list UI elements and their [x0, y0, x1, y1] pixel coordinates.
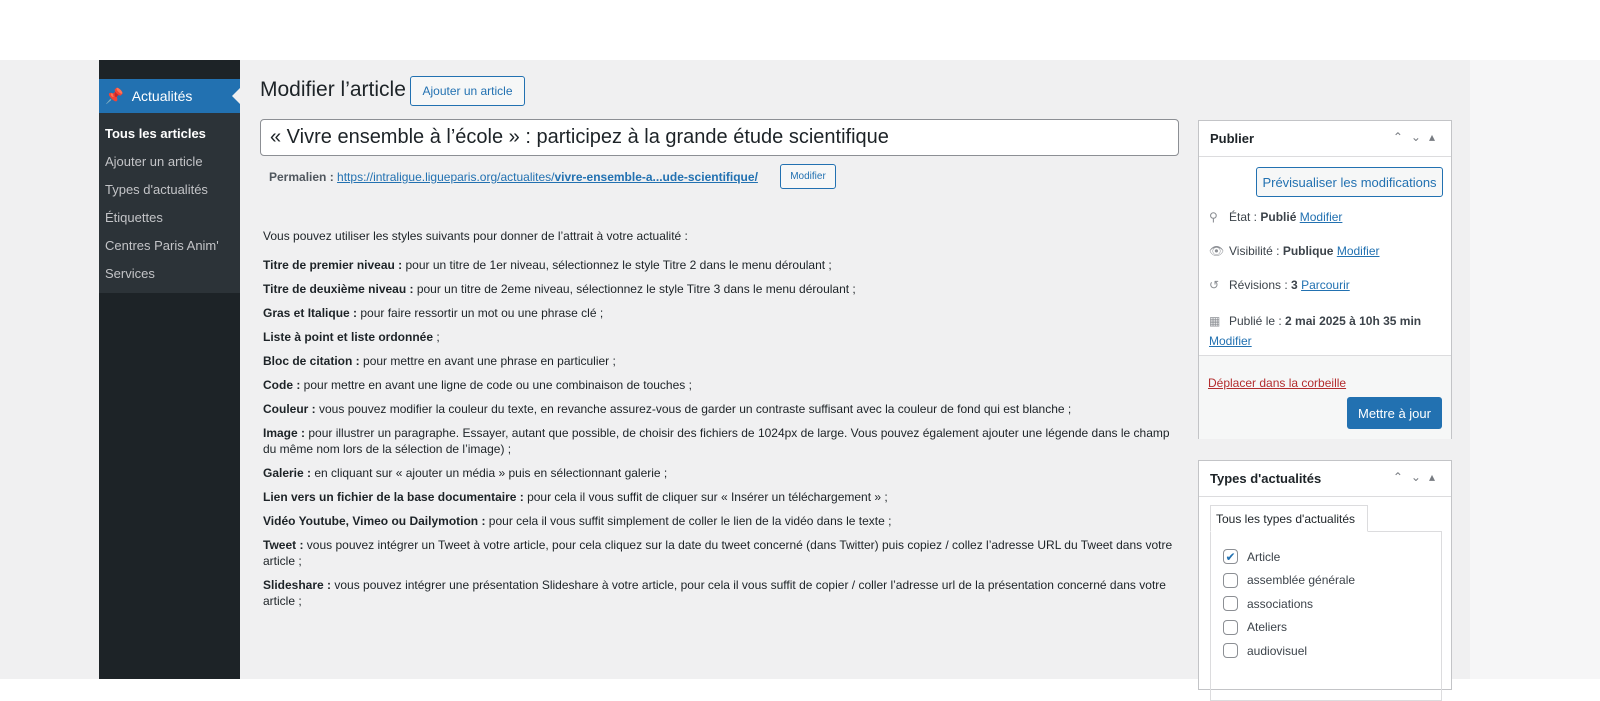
- content-item: Vidéo Youtube, Vimeo ou Dailymotion : pour cela il vous suffit simplement de coller le lien de la vidéo dans le texte ;: [263, 514, 892, 528]
- content-item: Couleur : vous pouvez modifier la couleur du texte, en revanche assurez-vous de garder un contraste suffisant avec la couleur de fond qui est blanche ;: [263, 402, 1072, 416]
- trash-link[interactable]: Déplacer dans la corbeille: [1208, 376, 1347, 390]
- page-background-right: [1470, 60, 1600, 679]
- permalink: Permalien : https://intraligue.ligueparis.org/actualites/vivre-ensemble-a...ude-scientifique/: [269, 170, 758, 184]
- history-icon: ↺: [1209, 278, 1220, 292]
- checkbox[interactable]: [1223, 596, 1238, 611]
- content-item: Titre de deuxième niveau : pour un titre de 2eme niveau, sélectionnez le style Titre 3 dans le menu déroulant ;: [263, 282, 856, 296]
- box-order-arrows-icon[interactable]: ⌃⌄▴: [1392, 130, 1443, 144]
- preview-button[interactable]: Prévisualiser les modifications: [1256, 167, 1443, 197]
- types-box-title: Types d'actualités: [1210, 471, 1322, 486]
- content-item: Lien vers un fichier de la base documentaire : pour cela il vous suffit de cliquer sur « Insérer un téléchargement » ;: [263, 490, 888, 504]
- update-button[interactable]: Mettre à jour: [1347, 397, 1442, 429]
- submenu-tous-les-articles[interactable]: Tous les articles: [105, 126, 206, 141]
- publish-actions: [1199, 355, 1451, 439]
- publish-box: [1198, 120, 1452, 439]
- submenu-ajouter-article[interactable]: Ajouter un article: [105, 154, 203, 169]
- content-item: Slideshare : vous pouvez intégrer une présentation Slideshare à votre article, pour cela il vous suffit de copier / coller l’adresse url de la présentation concerné dans votre article ;: [263, 578, 1166, 608]
- type-checkbox-item[interactable]: audiovisuel: [1211, 639, 1441, 663]
- checkbox[interactable]: [1223, 643, 1238, 658]
- date-edit-link[interactable]: Modifier: [1209, 334, 1252, 348]
- admin-sidebar: [99, 60, 240, 679]
- submenu-etiquettes[interactable]: Étiquettes: [105, 210, 163, 225]
- submenu-centres[interactable]: Centres Paris Anim': [105, 238, 219, 253]
- content-item: Bloc de citation : pour mettre en avant une phrase en particulier ;: [263, 354, 616, 368]
- submenu: [99, 113, 240, 293]
- submenu-services[interactable]: Services: [105, 266, 155, 281]
- content-item: Code : pour mettre en avant une ligne de code ou une combinaison de touches ;: [263, 378, 692, 392]
- checkbox[interactable]: [1223, 620, 1238, 635]
- revisions-row: ↺ Révisions : 3 Parcourir: [1209, 278, 1350, 292]
- status-row: ⚲ État : Publié Modifier: [1209, 210, 1343, 224]
- checkbox[interactable]: [1223, 573, 1238, 588]
- type-checkbox-item[interactable]: assemblée générale: [1211, 569, 1441, 593]
- menu-actualites[interactable]: 📌 Actualités: [99, 79, 240, 113]
- eye-icon: 👁: [1209, 244, 1225, 258]
- visibility-edit-link[interactable]: Modifier: [1336, 244, 1380, 258]
- type-checkbox-item[interactable]: Ateliers: [1211, 616, 1441, 640]
- content-item: Tweet : vous pouvez intégrer un Tweet à votre article, pour cela cliquez sur la date du tweet concerné (dans Twitter) puis copiez / collez l’adresse URL du Tweet dans votre article ;: [263, 538, 1173, 568]
- checkbox[interactable]: ✔: [1223, 549, 1238, 564]
- status-edit-link[interactable]: Modifier: [1299, 210, 1343, 224]
- types-box: [1198, 460, 1452, 690]
- permalink-edit-button[interactable]: Modifier: [780, 164, 836, 189]
- calendar-icon: ▦: [1209, 314, 1221, 328]
- permalink-link[interactable]: https://intraligue.ligueparis.org/actualites/vivre-ensemble-a...ude-scientifique/: [337, 170, 758, 184]
- pin-icon: 📌: [105, 88, 124, 105]
- page-title: Modifier l’article: [260, 78, 406, 101]
- content-item: Liste à point et liste ordonnée ;: [263, 330, 440, 344]
- add-article-button[interactable]: Ajouter un article: [410, 76, 525, 106]
- type-checkbox-item[interactable]: ✔ Article: [1211, 545, 1441, 569]
- tab-all-types[interactable]: Tous les types d'actualités: [1210, 505, 1368, 532]
- revisions-browse-link[interactable]: Parcourir: [1301, 278, 1350, 292]
- published-row: ▦ Publié le : 2 mai 2025 à 10h 35 min Modifier: [1209, 311, 1421, 351]
- content-item: Gras et Italique : pour faire ressortir un mot ou une phrase clé ;: [263, 306, 604, 320]
- content-item: Titre de premier niveau : pour un titre de 1er niveau, sélectionnez le style Titre 2 dans le menu déroulant ;: [263, 258, 832, 272]
- content-item: Image : pour illustrer un paragraphe. Essayer, autant que possible, de choisir des fichiers de 1024px de large. Vous pouvez également ajouter une légende dans le champ du même nom lors de la sélection de l’image) ;: [263, 426, 1170, 456]
- post-title-input[interactable]: « Vivre ensemble à l’école » : participez à la grande étude scientifique: [260, 119, 1179, 156]
- box-order-arrows-icon[interactable]: ⌃⌄▴: [1392, 470, 1443, 484]
- content-intro: Vous pouvez utiliser les styles suivants pour donner de l’attrait à votre actualité :: [263, 229, 688, 243]
- visibility-row: 👁 Visibilité : Publique Modifier: [1209, 244, 1380, 258]
- pin-icon: ⚲: [1209, 210, 1218, 224]
- types-checklist: [1210, 531, 1442, 701]
- post-content[interactable]: [263, 228, 1173, 617]
- content-item: Galerie : en cliquant sur « ajouter un média » puis en sélectionnant galerie ;: [263, 466, 668, 480]
- submenu-types[interactable]: Types d'actualités: [105, 182, 208, 197]
- publish-box-title: Publier: [1210, 131, 1255, 146]
- type-checkbox-item[interactable]: associations: [1211, 592, 1441, 616]
